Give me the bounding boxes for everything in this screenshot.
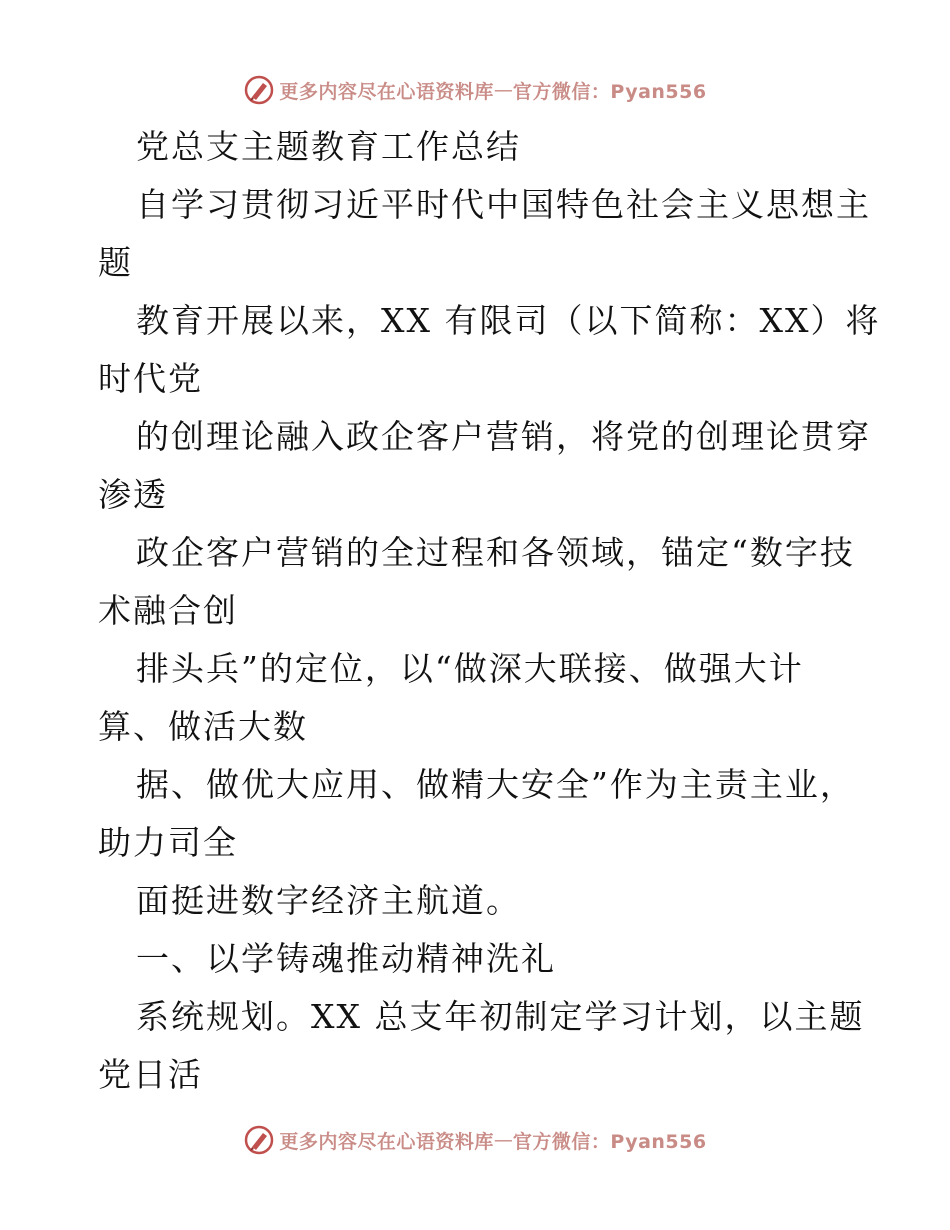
paragraph-line: 助力司全: [98, 823, 238, 862]
watermark-text: 更多内容尽在心语资料库: [279, 80, 494, 103]
watermark-separator: —: [493, 79, 513, 101]
paragraph-line: 的创理论融入政企客户营销，将党的创理论贯穿: [136, 417, 871, 456]
pen-logo-icon: [243, 74, 275, 106]
section-heading: 一、以学铸魂推动精神洗礼: [136, 939, 556, 978]
watermark-header: [0, 70, 950, 110]
paragraph-line: 教育开展以来，XX 有限司（以下简称：XX）将: [136, 301, 881, 340]
paragraph-line: 据、做优大应用、做精大安全”作为主责主业，: [136, 765, 855, 804]
paragraph-line: 面挺进数字经济主航道。: [136, 881, 521, 920]
pen-logo-icon: [243, 1124, 275, 1156]
paragraph-line: 算、做活大数: [98, 707, 308, 746]
paragraph-line: 排头兵”的定位，以“做深大联接、做强大计: [136, 649, 804, 688]
watermark-contact: 官方微信：Pyan556: [512, 80, 707, 103]
paragraph-line: 渗透: [98, 475, 168, 514]
paragraph-line: 政企客户营销的全过程和各领域，锚定“数字技: [136, 533, 855, 572]
document-body: [98, 118, 881, 1104]
paragraph-line: 题: [98, 243, 133, 282]
watermark-contact: 官方微信：Pyan556: [512, 1130, 707, 1153]
paragraph-line: 党日活: [98, 1055, 203, 1094]
watermark-footer: [0, 1120, 950, 1160]
paragraph-line: 时代党: [98, 359, 203, 398]
watermark-separator: —: [493, 1129, 513, 1151]
paragraph-line: 系统规划。XX 总支年初制定学习计划，以主题: [136, 997, 865, 1036]
document-title: 党总支主题教育工作总结: [136, 127, 521, 166]
paragraph-line: 术融合创: [98, 591, 238, 630]
paragraph-line: 自学习贯彻习近平时代中国特色社会主义思想主: [136, 185, 871, 224]
watermark-text: 更多内容尽在心语资料库: [279, 1130, 494, 1153]
